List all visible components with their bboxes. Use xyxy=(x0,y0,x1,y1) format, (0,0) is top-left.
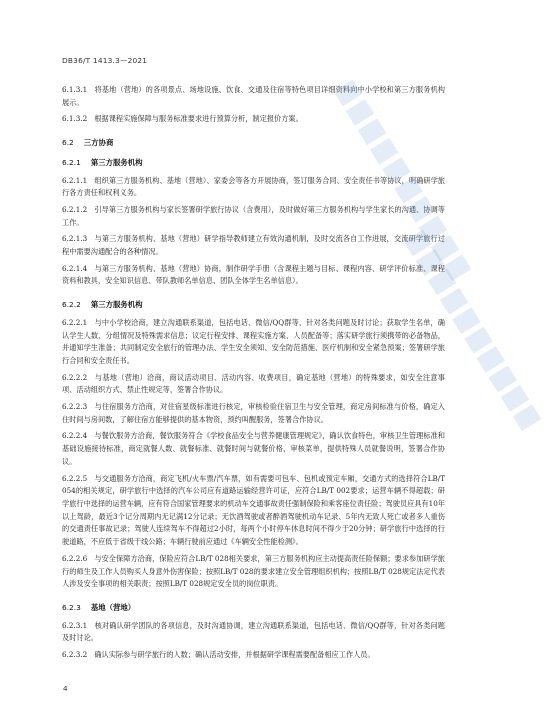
section-title: 基地（营地） xyxy=(90,602,136,612)
clause-paragraph: 6.1.3.1 将基地（营地）的各项景点、场地设施、饮食、交通及住宿等特色项目详细资料向中小学校和第三方服务机构展示。 xyxy=(62,85,445,107)
paragraph-spacer xyxy=(62,288,445,292)
clause-paragraph: 6.2.2.4 与餐饮服务方洽商，餐饮服务符合《学校食品安全与营养健康管理规定》，确认饮食特色，审核卫生管理标准和基础设施接待标准，商定就餐人数、就餐标准、就餐时间与就餐价格，审核菜单，提供特殊人员就餐说明，签署合作协议。 xyxy=(62,431,445,466)
clause-paragraph: 6.2.1.3 与第三方服务机构、基地（营地）研学指导教师建立有效沟通机制，及时交流各自工作进展，交流研学旅行过程中需要沟通配合的各种情况。 xyxy=(62,234,445,257)
paragraph-spacer xyxy=(62,662,445,666)
section-heading xyxy=(62,157,445,170)
section-number: 6.2.3 xyxy=(62,602,81,612)
page-number: 4 xyxy=(63,684,68,693)
document-code-header: DB36/T 1413.3—2021 xyxy=(62,56,148,65)
section-title: 第三方服务机构 xyxy=(90,157,143,167)
watermark-stripe: ▇▇▇▇▇▇▇▇▇▇ xyxy=(333,78,476,287)
clause-paragraph: 6.2.1.1 组织第三方服务机构、基地（营地）、家委会等各方开展协商，签订服务合同、安全责任书等协议，明确研学旅行各方责任和权利义务。 xyxy=(62,175,445,198)
clause-paragraph: 6.2.1.4 与第三方服务机构、基地（营地）协商，制作研学手册（含课程主题与目标、课程内容、研学评价标准、课程资料和教具、安全知识信息、带队教师名单信息、团队全体学生名单信息）。 xyxy=(62,263,445,286)
clause-paragraph: 6.2.3.2 确认实际参与研学旅行的人数；确认活动安排，并根据研学课程需要配备相应工作人员。 xyxy=(62,650,375,660)
clause-paragraph: 6.2.2.3 与住宿服务方洽商，对住宿星级标准进行核定，审核检验住宿卫生与安全管理，商定房间标准与价格，确定入住时间与房间数，了解住宿方能够提供的基本物资，预约叫醒服务，签署合作协议。 xyxy=(62,402,445,424)
clause-paragraph: 6.2.2.6 与安全保障方洽商，保险应符合LB/T 028相关要求，第三方服务机构应主动提高责任险保额；要求参加研学旅行的师生及工作人员购买人身意外伤害保险；按照LB/T 028的要求建立安全管理组织机构；按照LB/T 028规定法定代表人涉及安全事项的相关职责；按照LB/T 028规定安全员的岗位职责。 xyxy=(62,553,445,589)
section-heading xyxy=(62,299,445,312)
clause-paragraph: 6.2.2.2 与基地（营地）洽商，商议活动项目、活动内容、收费项目，确定基地（营地）的特殊要求，如安全注意事项、活动组织方式、禁止性规定等，签署合作协议。 xyxy=(62,372,445,395)
clause-paragraph: 6.2.2.1 与中小学校洽商，建立沟通联系渠道，包括电话、微信/QQ群等，针对各类问题及时讨论；获取学生名单，确认学生人数、分组情况及特殊需求信息；议定行程安排、课程实施方案、人员配备等；落实研学旅行须携带的必备物品，并通知学生准备；共同制定安全旅行的管理办法、学生安全须知、安全防范措施、医疗机制和安全紧急预案；签署研学旅行合同和安全责任书。 xyxy=(62,317,445,365)
section-number: 6.2.2 xyxy=(62,300,81,310)
section-number: 6.2 xyxy=(62,138,74,148)
clause-paragraph: 6.2.1.2 引导第三方服务机构与家长签署研学旅行协议（含费用），及时做好第三方服务机构与学生家长的沟通、协调等工作。 xyxy=(62,204,445,227)
section-title: 三方协商 xyxy=(83,138,114,148)
section-heading xyxy=(62,137,445,150)
paragraph-spacer xyxy=(62,126,445,130)
document-body xyxy=(62,84,445,666)
watermark-stripe: ▇▇▇▇▇▇▇▇▇▇ xyxy=(403,228,546,437)
clause-paragraph: 6.2.2.5 与交通服务方洽商，商定飞机/火车票/汽车票，如有需要可包车、包机或预定车厢，交通方式的选择符合LB/T 054的相关规定，研学旅行中选择的汽车公司应有道路运输经营许可证，应符合LB/T 002要求；运营车辆不得超载；研学旅行中选择的运营车辆，应有符合国家管理要求的机动车交通事故责任强制保险和乘客座位责任险；驾驶员应具有10年以上驾龄，最近3个记分周期内无记满12分记录；无饮酒驾驶或者醉酒驾驶机动车记录、5年内无致人死亡或者多人重伤的交通责任事故记录；驾驶人连续驾车不得超过2小时，每两个小时停车休息时间不得少于20分钟；研学旅行中选择的行驶道路，不应低于省级干线公路；车辆行驶前应通过《车辆安全性能检测》。 xyxy=(62,473,445,547)
paragraph-spacer xyxy=(62,591,445,595)
section-heading xyxy=(62,602,445,615)
section-number: 6.2.1 xyxy=(62,157,81,167)
section-title: 第三方服务机构 xyxy=(90,300,143,310)
clause-paragraph: 6.1.3.2 根据课程实施保障与服务标准要求进行预算分析，制定报价方案。 xyxy=(62,114,303,124)
clause-paragraph: 6.2.3.1 核对确认研学团队的各项信息，及时沟通协调，建立沟通联系渠道，包括电话、微信/QQ群等，针对各类问题及时讨论。 xyxy=(62,620,445,643)
